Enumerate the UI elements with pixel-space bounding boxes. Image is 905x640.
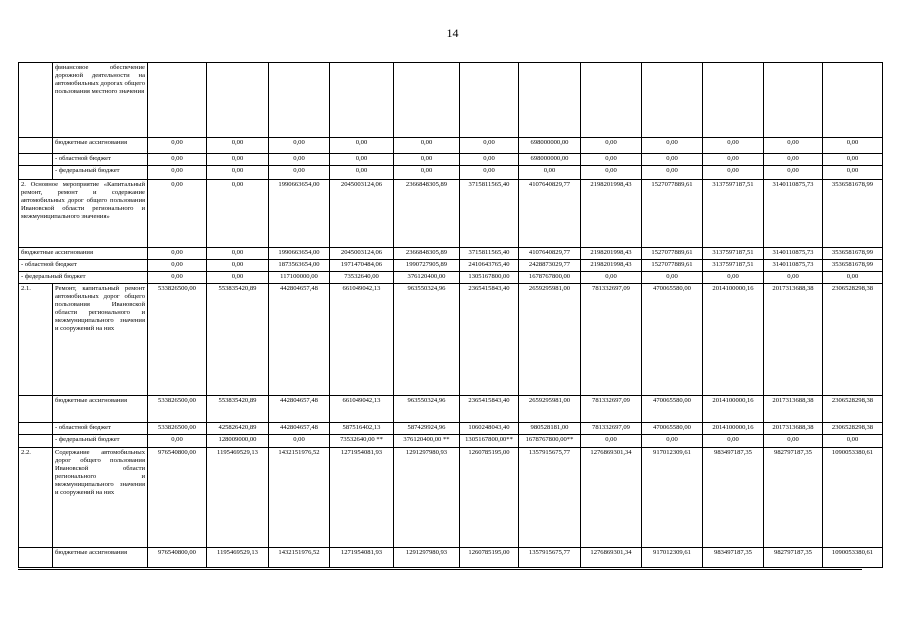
value-cell: 442804657,48 xyxy=(269,396,330,423)
row-label: Ремонт, капитальный ремонт автомобильных дорог общего пользования Ивановской области регионального и межмуниципального значения и сооружений на них xyxy=(53,284,148,396)
value-cell: 1527077889,61 xyxy=(642,180,703,248)
value-cell: 470065580,00 xyxy=(642,423,703,435)
row-label: - федеральный бюджет xyxy=(19,272,148,284)
value-cell: 2659295981,00 xyxy=(519,284,581,396)
row-label: финансовое обеспечение дорожной деятельности на автомобильных дорогах общего пользования местного значения xyxy=(53,63,148,138)
value-cell: 963550324,96 xyxy=(394,396,460,423)
table-row xyxy=(19,180,883,248)
row-number: 2.1. xyxy=(19,284,53,396)
value-cell: 0,00 xyxy=(581,435,642,448)
table-row xyxy=(19,396,883,423)
value-cell: 0,00 xyxy=(394,166,460,180)
value-cell: 442804657,48 xyxy=(269,284,330,396)
value-cell: 0,00 xyxy=(764,154,823,166)
value-cell: 2306528298,38 xyxy=(823,284,883,396)
value-cell: 1990727905,89 xyxy=(394,260,460,272)
value-cell: 0,00 xyxy=(394,138,460,154)
value-cell: 3536581678,99 xyxy=(823,248,883,260)
table-row xyxy=(19,154,883,166)
value-cell xyxy=(330,63,394,138)
value-cell: 1357915675,77 xyxy=(519,548,581,568)
value-cell: 2306528298,38 xyxy=(823,423,883,435)
row-label: - областной бюджет xyxy=(53,423,148,435)
value-cell: 982797187,35 xyxy=(764,448,823,548)
value-cell: 963550324,96 xyxy=(394,284,460,396)
value-cell: 2198201998,43 xyxy=(581,260,642,272)
row-number xyxy=(19,63,53,138)
value-cell: 470065580,00 xyxy=(642,396,703,423)
value-cell: 1971470484,06 xyxy=(330,260,394,272)
value-cell: 3715811565,40 xyxy=(460,248,519,260)
value-cell: 0,00 xyxy=(460,138,519,154)
value-cell: 982797187,35 xyxy=(764,548,823,568)
value-cell: 2365415843,40 xyxy=(460,396,519,423)
value-cell: 983497187,35 xyxy=(703,448,764,548)
value-cell: 3140110875,73 xyxy=(764,248,823,260)
value-cell xyxy=(823,63,883,138)
value-cell: 983497187,35 xyxy=(703,548,764,568)
value-cell: 0,00 xyxy=(207,272,269,284)
value-cell: 661049042,13 xyxy=(330,284,394,396)
value-cell: 0,00 xyxy=(207,154,269,166)
row-label: - областной бюджет xyxy=(19,260,148,272)
value-cell: 698000000,00 xyxy=(519,138,581,154)
value-cell xyxy=(148,63,207,138)
value-cell: 0,00 xyxy=(823,154,883,166)
value-cell: 0,00 xyxy=(642,166,703,180)
table-row xyxy=(19,260,883,272)
value-cell: 1260785195,00 xyxy=(460,448,519,548)
table-row xyxy=(19,138,883,154)
value-cell: 1432151976,52 xyxy=(269,448,330,548)
budget-table-body xyxy=(19,63,883,568)
value-cell: 0,00 xyxy=(330,138,394,154)
row-number xyxy=(19,423,53,435)
value-cell: 0,00 xyxy=(581,138,642,154)
value-cell: 2198201998,43 xyxy=(581,180,642,248)
value-cell: 3140110875,73 xyxy=(764,180,823,248)
value-cell: 425826420,89 xyxy=(207,423,269,435)
value-cell: 1990663654,00 xyxy=(269,248,330,260)
value-cell: 0,00 xyxy=(703,154,764,166)
value-cell: 2365415843,40 xyxy=(460,284,519,396)
value-cell: 0,00 xyxy=(394,154,460,166)
value-cell: 781332697,09 xyxy=(581,284,642,396)
value-cell: 4107640829,77 xyxy=(519,180,581,248)
value-cell: 0,00 xyxy=(519,166,581,180)
value-cell: 0,00 xyxy=(764,435,823,448)
value-cell xyxy=(460,63,519,138)
value-cell: 0,00 xyxy=(330,154,394,166)
value-cell xyxy=(764,63,823,138)
row-label: Содержание автомобильных дорог общего пользования Ивановской области регионального и межмуниципального значения и сооружений на них xyxy=(53,448,148,548)
value-cell: 533826500,00 xyxy=(148,423,207,435)
value-cell: 0,00 xyxy=(148,435,207,448)
value-cell: 2306528298,38 xyxy=(823,396,883,423)
value-cell: 0,00 xyxy=(207,260,269,272)
value-cell: 376120400,00 ** xyxy=(394,435,460,448)
value-cell: 0,00 xyxy=(148,180,207,248)
value-cell xyxy=(519,63,581,138)
value-cell: 0,00 xyxy=(642,435,703,448)
value-cell: 470065580,00 xyxy=(642,284,703,396)
row-number xyxy=(19,166,53,180)
value-cell: 0,00 xyxy=(703,166,764,180)
value-cell xyxy=(703,63,764,138)
value-cell: 2659295981,00 xyxy=(519,396,581,423)
value-cell: 0,00 xyxy=(148,166,207,180)
value-cell: 2014100000,16 xyxy=(703,284,764,396)
value-cell: 2410643765,40 xyxy=(460,260,519,272)
value-cell: 128009000,00 xyxy=(207,435,269,448)
value-cell: 0,00 xyxy=(581,166,642,180)
value-cell: 3715811565,40 xyxy=(460,180,519,248)
row-label: бюджетные ассигнования xyxy=(53,138,148,154)
row-label: бюджетные ассигнования xyxy=(19,248,148,260)
value-cell: 1305167800,00 xyxy=(460,272,519,284)
value-cell: 3137597187,51 xyxy=(703,248,764,260)
value-cell: 917012309,61 xyxy=(642,448,703,548)
value-cell: 0,00 xyxy=(703,272,764,284)
value-cell: 0,00 xyxy=(642,138,703,154)
value-cell: 976540800,00 xyxy=(148,448,207,548)
value-cell: 0,00 xyxy=(764,138,823,154)
value-cell: 0,00 xyxy=(207,166,269,180)
row-number xyxy=(19,396,53,423)
value-cell: 1990663654,00 xyxy=(269,180,330,248)
value-cell: 2017313688,38 xyxy=(764,284,823,396)
value-cell: 1357915675,77 xyxy=(519,448,581,548)
value-cell: 442804657,48 xyxy=(269,423,330,435)
value-cell: 980528181,00 xyxy=(519,423,581,435)
budget-table xyxy=(18,62,883,568)
value-cell: 3137597187,51 xyxy=(703,180,764,248)
value-cell: 0,00 xyxy=(823,435,883,448)
value-cell: 0,00 xyxy=(764,166,823,180)
table-row xyxy=(19,272,883,284)
value-cell: 1260785195,00 xyxy=(460,548,519,568)
value-cell: 533826500,00 xyxy=(148,284,207,396)
value-cell: 1276869301,34 xyxy=(581,448,642,548)
value-cell xyxy=(642,63,703,138)
value-cell: 1291297980,93 xyxy=(394,448,460,548)
value-cell: 587516402,13 xyxy=(330,423,394,435)
value-cell: 2014100000,16 xyxy=(703,423,764,435)
value-cell: 0,00 xyxy=(460,166,519,180)
value-cell: 3536581678,99 xyxy=(823,180,883,248)
value-cell: 1678767800,00** xyxy=(519,435,581,448)
value-cell: 0,00 xyxy=(823,166,883,180)
value-cell: 0,00 xyxy=(148,272,207,284)
value-cell: 1527077889,61 xyxy=(642,260,703,272)
value-cell: 0,00 xyxy=(148,260,207,272)
value-cell: 0,00 xyxy=(207,138,269,154)
row-number xyxy=(19,548,53,568)
value-cell: 0,00 xyxy=(330,166,394,180)
value-cell: 0,00 xyxy=(642,272,703,284)
budget-table-wrapper xyxy=(18,62,874,570)
value-cell: 917012309,61 xyxy=(642,548,703,568)
value-cell: 0,00 xyxy=(269,166,330,180)
row-label: - федеральный бюджет xyxy=(53,435,148,448)
table-row xyxy=(19,423,883,435)
value-cell: 376120400,00 xyxy=(394,272,460,284)
value-cell: 0,00 xyxy=(642,154,703,166)
row-number xyxy=(19,154,53,166)
value-cell: 0,00 xyxy=(581,154,642,166)
value-cell: 1060248043,40 xyxy=(460,423,519,435)
value-cell xyxy=(207,63,269,138)
value-cell xyxy=(581,63,642,138)
value-cell: 1195469529,13 xyxy=(207,548,269,568)
value-cell: 553835420,89 xyxy=(207,396,269,423)
table-row xyxy=(19,435,883,448)
row-label: - федеральный бюджет xyxy=(53,166,148,180)
value-cell: 0,00 xyxy=(764,272,823,284)
value-cell: 1678767800,00 xyxy=(519,272,581,284)
row-label: бюджетные ассигнования xyxy=(53,548,148,568)
value-cell: 1527077889,61 xyxy=(642,248,703,260)
row-label: бюджетные ассигнования xyxy=(53,396,148,423)
value-cell: 661049042,13 xyxy=(330,396,394,423)
value-cell xyxy=(269,63,330,138)
row-number xyxy=(19,138,53,154)
value-cell xyxy=(394,63,460,138)
value-cell: 0,00 xyxy=(148,154,207,166)
value-cell: 553835420,89 xyxy=(207,284,269,396)
value-cell: 976540800,00 xyxy=(148,548,207,568)
table-row xyxy=(19,548,883,568)
value-cell: 1271954081,93 xyxy=(330,548,394,568)
value-cell: 2017313688,38 xyxy=(764,423,823,435)
value-cell: 0,00 xyxy=(269,435,330,448)
value-cell: 3536581678,99 xyxy=(823,260,883,272)
page-number: 14 xyxy=(446,26,459,40)
value-cell: 1090053380,61 xyxy=(823,548,883,568)
value-cell: 73532640,00 xyxy=(330,272,394,284)
value-cell: 3137597187,51 xyxy=(703,260,764,272)
value-cell: 2045003124,06 xyxy=(330,180,394,248)
value-cell: 0,00 xyxy=(460,154,519,166)
value-cell: 2428873029,77 xyxy=(519,260,581,272)
table-row xyxy=(19,166,883,180)
value-cell: 2014100000,16 xyxy=(703,396,764,423)
value-cell: 0,00 xyxy=(703,435,764,448)
table-row xyxy=(19,284,883,396)
value-cell: 781332697,09 xyxy=(581,396,642,423)
value-cell: 73532640,00 ** xyxy=(330,435,394,448)
value-cell: 2198201998,43 xyxy=(581,248,642,260)
table-row xyxy=(19,448,883,548)
value-cell: 0,00 xyxy=(269,154,330,166)
value-cell: 117100000,00 xyxy=(269,272,330,284)
row-label: - областной бюджет xyxy=(53,154,148,166)
value-cell: 1873563654,00 xyxy=(269,260,330,272)
value-cell: 533826500,00 xyxy=(148,396,207,423)
value-cell: 2366848305,89 xyxy=(394,180,460,248)
value-cell: 2045003124,06 xyxy=(330,248,394,260)
row-label: 2. Основное мероприятие «Капитальный ремонт, ремонт и содержание автомобильных дорог общего пользования Ивановской области регионального и межмуниципального значения» xyxy=(19,180,148,248)
value-cell: 4107640829,77 xyxy=(519,248,581,260)
value-cell: 2366848305,89 xyxy=(394,248,460,260)
value-cell: 1271954081,93 xyxy=(330,448,394,548)
value-cell: 0,00 xyxy=(148,138,207,154)
row-number xyxy=(19,435,53,448)
value-cell: 1090053380,61 xyxy=(823,448,883,548)
value-cell: 0,00 xyxy=(703,138,764,154)
value-cell: 0,00 xyxy=(823,138,883,154)
value-cell: 0,00 xyxy=(207,248,269,260)
value-cell: 0,00 xyxy=(823,272,883,284)
value-cell: 1291297980,93 xyxy=(394,548,460,568)
row-number: 2.2. xyxy=(19,448,53,548)
value-cell: 3140110875,73 xyxy=(764,260,823,272)
value-cell: 1276869301,34 xyxy=(581,548,642,568)
value-cell: 781332697,09 xyxy=(581,423,642,435)
value-cell: 2017313688,38 xyxy=(764,396,823,423)
value-cell: 0,00 xyxy=(581,272,642,284)
table-row xyxy=(19,63,883,138)
value-cell: 587429924,96 xyxy=(394,423,460,435)
value-cell: 1195469529,13 xyxy=(207,448,269,548)
value-cell: 0,00 xyxy=(269,138,330,154)
value-cell: 1432151976,52 xyxy=(269,548,330,568)
value-cell: 0,00 xyxy=(148,248,207,260)
value-cell: 698000000,00 xyxy=(519,154,581,166)
value-cell: 1305167800,00** xyxy=(460,435,519,448)
table-row xyxy=(19,248,883,260)
value-cell: 0,00 xyxy=(207,180,269,248)
